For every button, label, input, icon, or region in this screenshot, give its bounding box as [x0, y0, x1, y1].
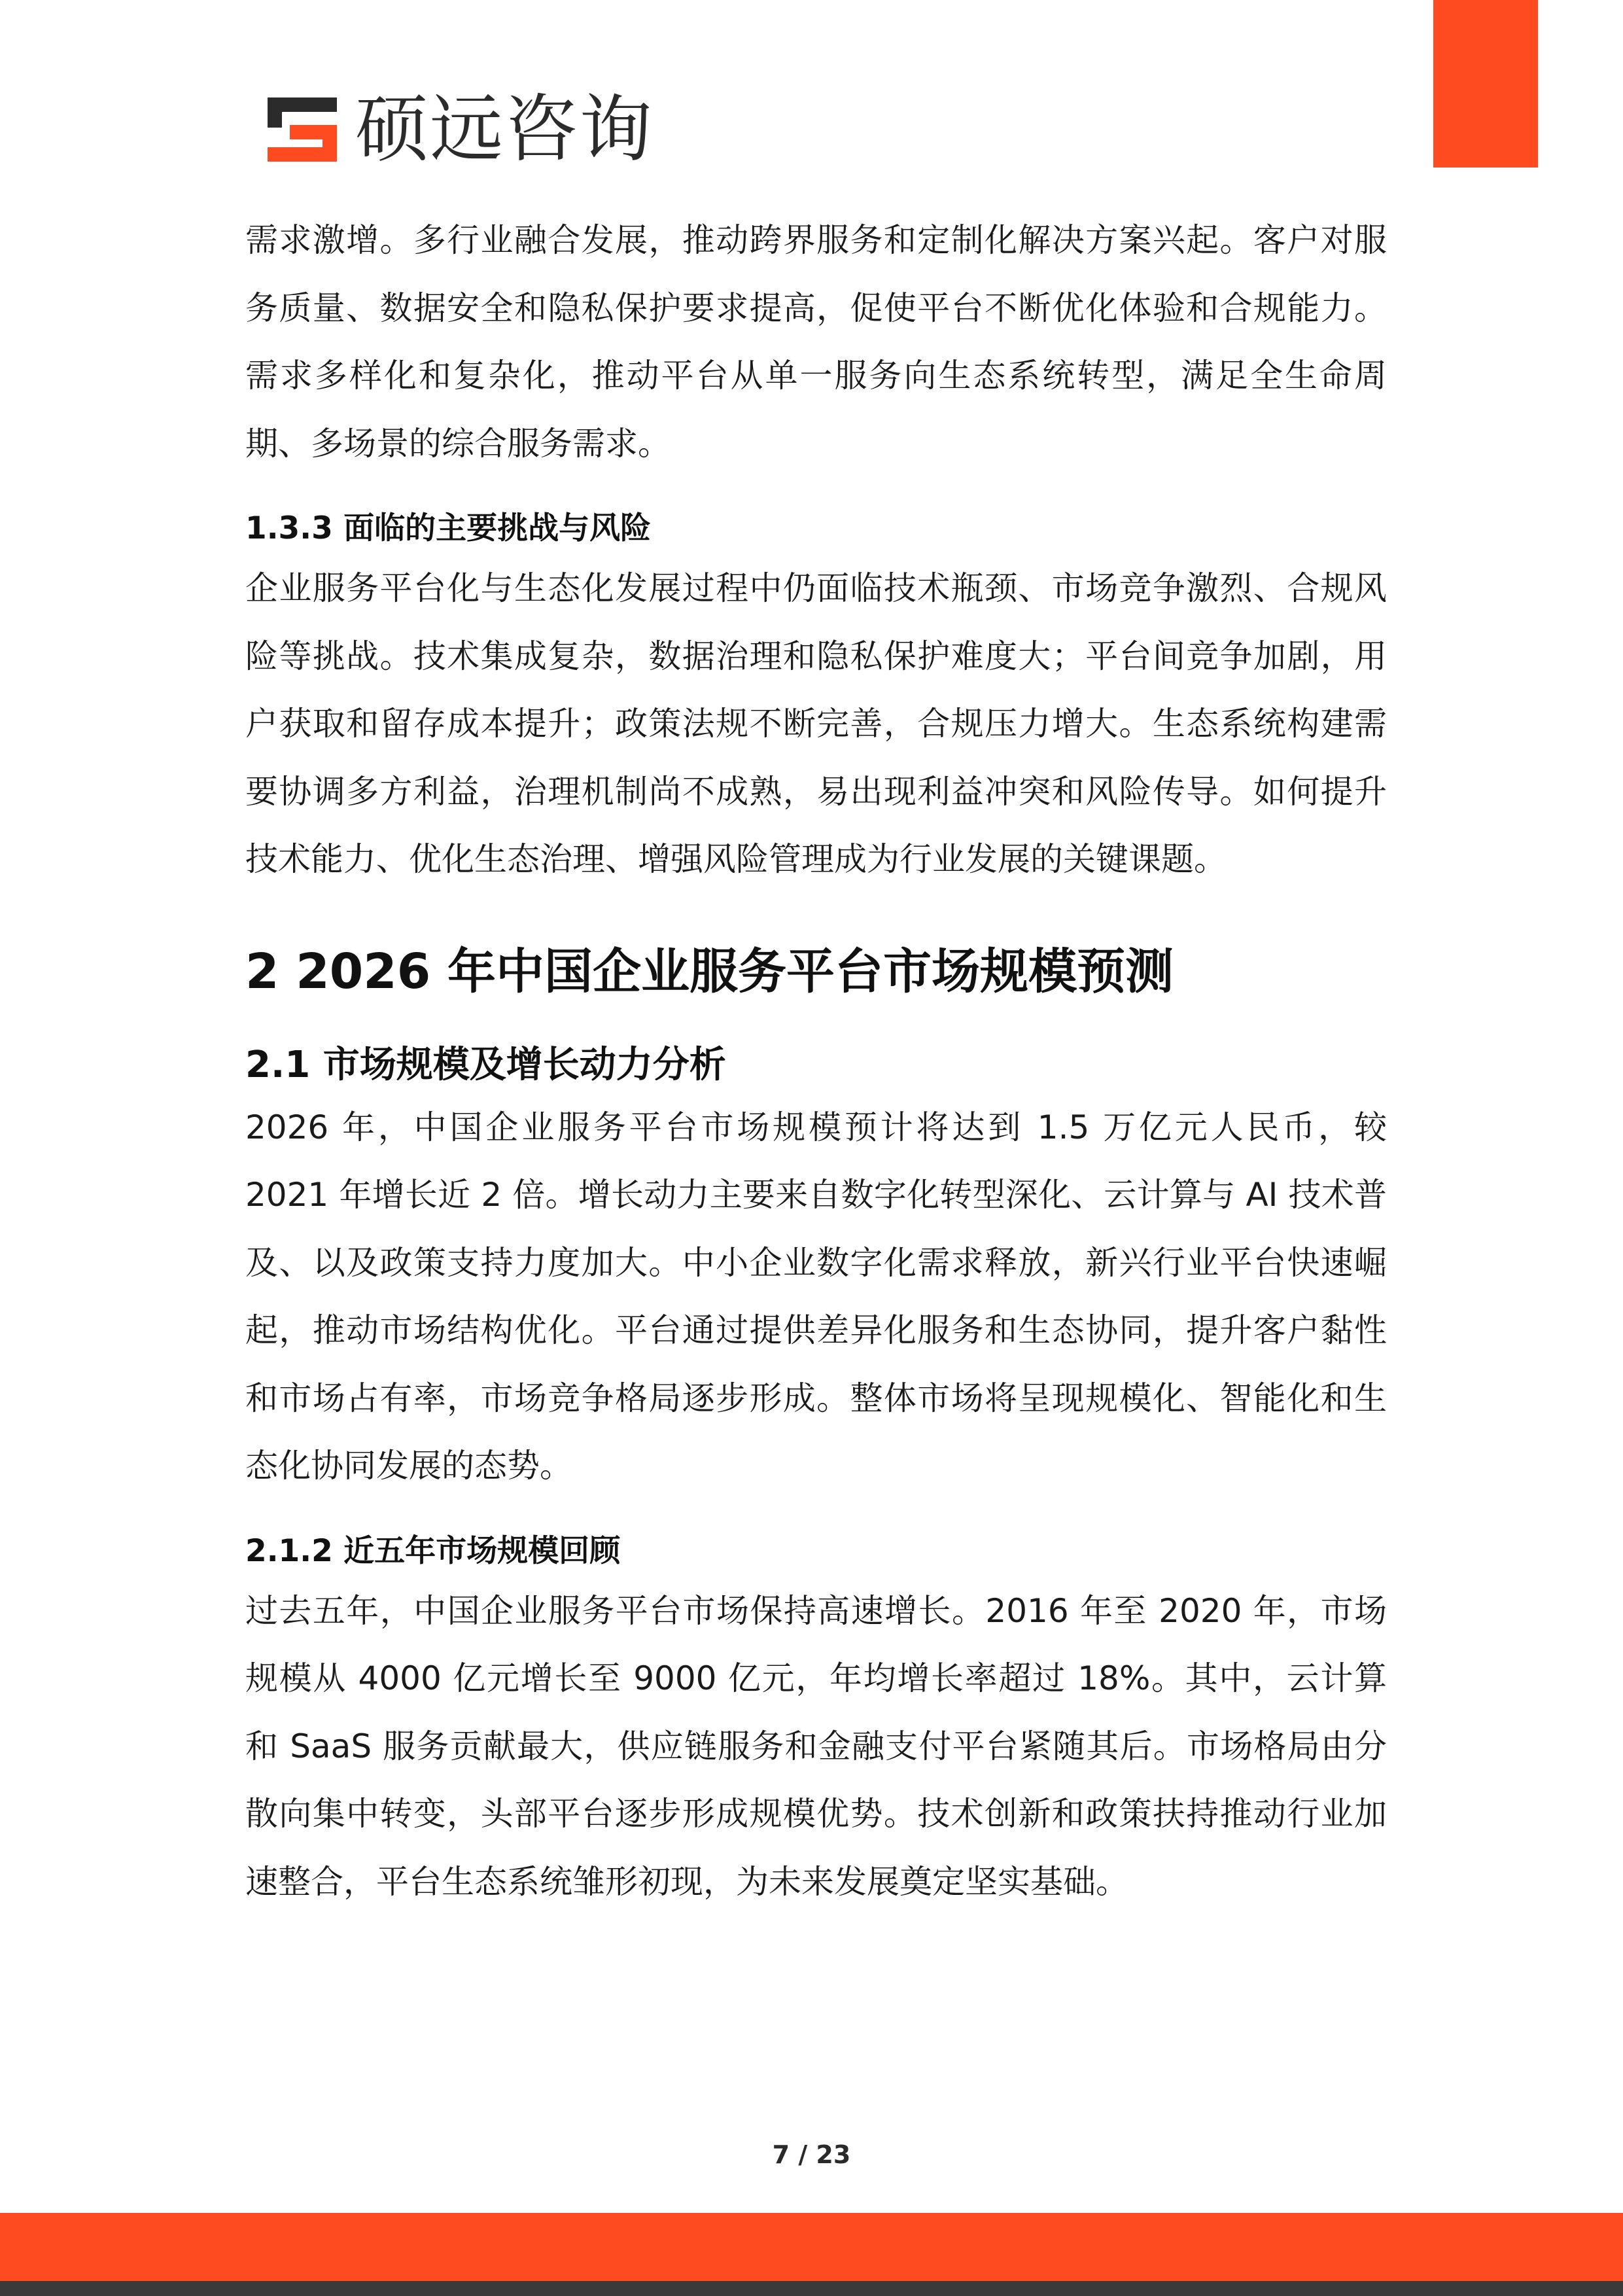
section-2-1-heading: 2.1 市场规模及增长动力分析	[245, 1043, 726, 1086]
brand-name: 硕远咨询	[355, 87, 654, 172]
footer-base-bar	[0, 2281, 1623, 2296]
section-2-1-2-heading: 2.1.2 近五年市场规模回顾	[245, 1532, 621, 1569]
brand-header	[264, 87, 654, 172]
section-2-1-2-body: 过去五年，中国企业服务平台市场保持高速增长。2016 年至 2020 年，市场规模从 4000 亿元增长至 9000 亿元，年均增长率超过 18%。其中，云计算和 SaaS 服务贡献最大，供应链服务和金融支付平台紧随其后。市场格局由分散向集中转变，头部平台逐步形成规模优势。技术创新和政策扶持推动行业加速整合，平台生态系统雏形初现，为未来发展奠定坚实基础。	[245, 1591, 1387, 1901]
footer-accent-bar	[0, 2213, 1623, 2281]
page-number: 7 / 23	[772, 2140, 851, 2169]
page-content	[245, 207, 1387, 1916]
section-1-3-3-heading: 1.3.3 面临的主要挑战与风险	[245, 510, 652, 546]
chapter-2-heading: 2 2026 年中国企业服务平台市场规模预测	[245, 943, 1174, 1000]
section-2-1-body: 2026 年，中国企业服务平台市场规模预计将达到 1.5 万亿元人民币，较 2021 年增长近 2 倍。增长动力主要来自数字化转型深化、云计算与 AI 技术普及、以及政策支持力度加大。中小企业数字化需求释放，新兴行业平台快速崛起，推动市场结构优化。平台通过提供差异化服务和生态协同，提升客户黏性和市场占有率，市场竞争格局逐步形成。整体市场将呈现规模化、智能化和生态化协同发展的态势。	[245, 1108, 1387, 1485]
continued-paragraph: 需求激增。多行业融合发展，推动跨界服务和定制化解决方案兴起。客户对服务质量、数据安全和隐私保护要求提高，促使平台不断优化体验和合规能力。需求多样化和复杂化，推动平台从单一服务向生态系统转型，满足全生命周期、多场景的综合服务需求。	[245, 221, 1387, 463]
brand-logo-icon	[264, 94, 341, 166]
corner-accent-block	[1433, 0, 1538, 168]
section-1-3-3-body: 企业服务平台化与生态化发展过程中仍面临技术瓶颈、市场竞争激烈、合规风险等挑战。技术集成复杂，数据治理和隐私保护难度大；平台间竞争加剧，用户获取和留存成本提升；政策法规不断完善，合规压力增大。生态系统构建需要协调多方利益，治理机制尚不成熟，易出现利益冲突和风险传导。如何提升技术能力、优化生态治理、增强风险管理成为行业发展的关键课题。	[245, 569, 1387, 878]
